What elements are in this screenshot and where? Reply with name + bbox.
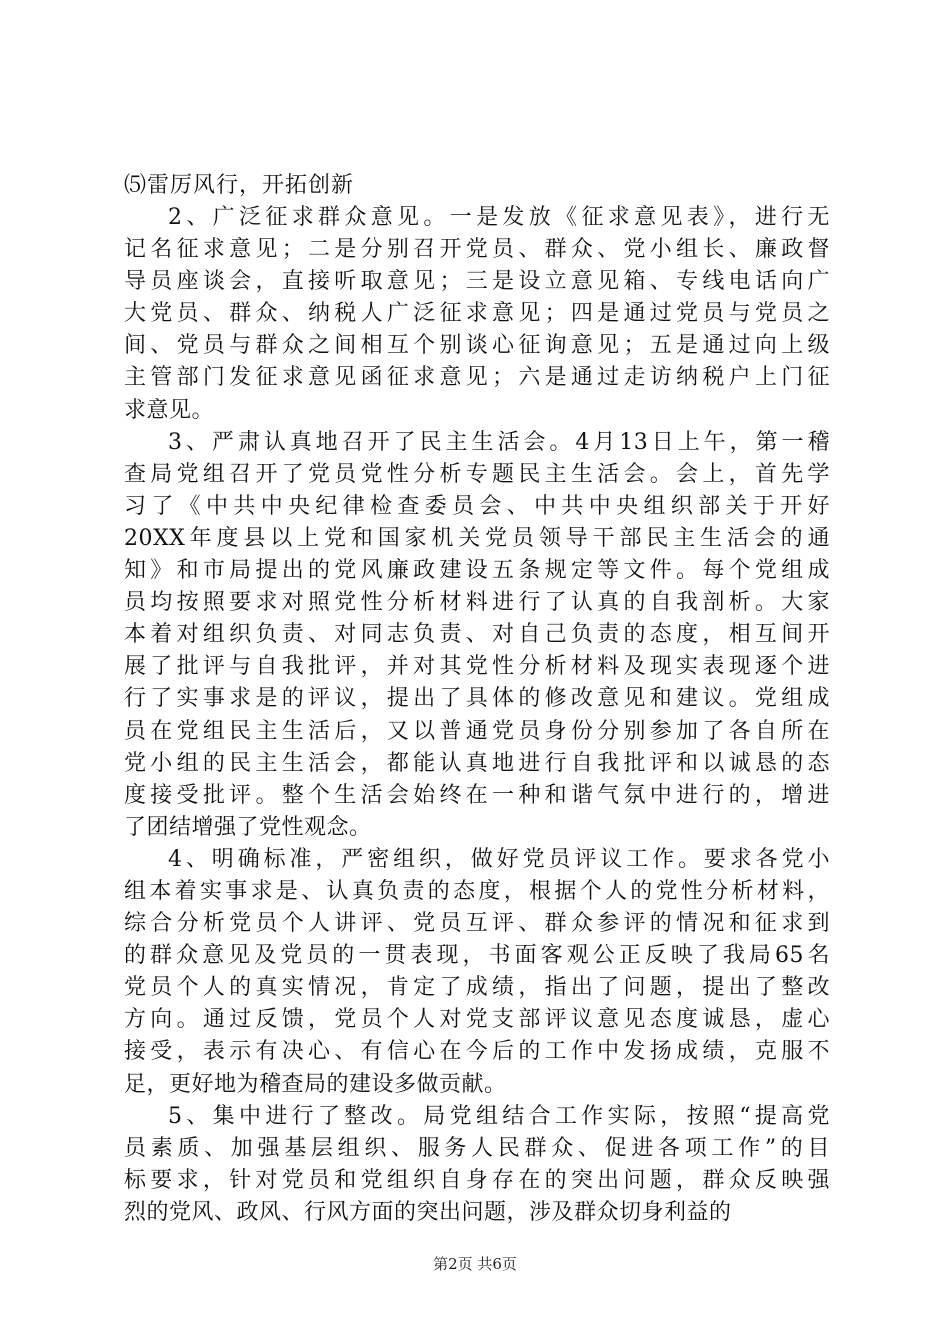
paragraph-line: 了团结增强了党性观念。 xyxy=(124,814,372,840)
paragraph xyxy=(124,844,830,1101)
paragraph-line: 习了《中共中央纪律检查委员会、中共中央组织部关于开好 xyxy=(124,493,830,519)
paragraph-line: 足，更好地为稽查局的建设多做贡献。 xyxy=(124,1071,507,1097)
paragraph-list xyxy=(124,202,830,1229)
paragraph-line: 求意见。 xyxy=(124,397,215,423)
paragraph-line: 4、明确标准，严密组织，做好党员评议工作。要求各党小 xyxy=(168,846,830,872)
paragraph-line: 标要求，针对党员和党组织自身存在的突出问题，群众反映强 xyxy=(124,1167,830,1193)
section-heading: ⑸雷厉风行，开拓创新 xyxy=(124,173,355,198)
paragraph-line: 方向。通过反馈，党员个人对党支部评议意见态度诚恳，虚心 xyxy=(124,1007,830,1033)
paragraph-line: 20XX年度县以上党和国家机关党员领导干部民主生活会的通 xyxy=(124,525,830,551)
paragraph-line: 员在党组民主生活后，又以普通党员身份分别参加了各自所在 xyxy=(124,718,830,744)
paragraph-line: 3、严肃认真地召开了民主生活会。4月13日上午，第一稽 xyxy=(168,429,830,455)
paragraph-line: 度接受批评。整个生活会始终在一种和谐气氛中进行的，增进 xyxy=(124,782,830,808)
paragraph-line: 主管部门发征求意见函征求意见；六是通过走访纳税户上门征 xyxy=(124,365,830,391)
paragraph-line: 展了批评与自我批评，并对其党性分析材料及现实表现逐个进 xyxy=(124,654,830,680)
paragraph-line: 知》和市局提出的党风廉政建设五条规定等文件。每个党组成 xyxy=(124,558,830,584)
paragraph xyxy=(124,427,830,844)
document-body xyxy=(124,170,830,1229)
paragraph-line: 的群众意见及党员的一贯表现，书面客观公正反映了我局65名 xyxy=(124,943,830,969)
paragraph-line: 查局党组召开了党员党性分析专题民主生活会。会上，首先学 xyxy=(124,461,830,487)
paragraph-line: 烈的党风、政风、行风方面的突出问题，涉及群众切身利益的 xyxy=(124,1199,732,1225)
paragraph-line: 5、集中进行了整改。局党组结合工作实际，按照“提高党 xyxy=(168,1103,830,1129)
paragraph xyxy=(124,202,830,427)
paragraph xyxy=(124,1101,830,1229)
paragraph-line: 党员个人的真实情况，肯定了成绩，指出了问题，提出了整改 xyxy=(124,975,830,1001)
paragraph-line: 记名征求意见；二是分别召开党员、群众、党小组长、廉政督 xyxy=(124,237,830,263)
paragraph-line: 员素质、加强基层组织、服务人民群众、促进各项工作”的目 xyxy=(124,1135,830,1161)
paragraph-line: 2、广泛征求群众意见。一是发放《征求意见表》，进行无 xyxy=(168,205,830,230)
paragraph-line: 员均按照要求对照党性分析材料进行了认真的自我剖析。大家 xyxy=(124,590,830,616)
paragraph-line: 本着对组织负责、对同志负责、对自己负责的态度，相互间开 xyxy=(124,622,830,648)
page-footer: 第2页 共6页 xyxy=(433,1255,517,1273)
paragraph-line: 党小组的民主生活会，都能认真地进行自我批评和以诚恳的态 xyxy=(124,750,830,776)
paragraph-line: 组本着实事求是、认真负责的态度，根据个人的党性分析材料， xyxy=(124,878,830,904)
paragraph-line: 间、党员与群众之间相互个别谈心征询意见；五是通过向上级 xyxy=(124,333,830,359)
paragraph-line: 接受，表示有决心、有信心在今后的工作中发扬成绩，克服不 xyxy=(124,1039,830,1065)
paragraph-line: 导员座谈会，直接听取意见；三是设立意见箱、专线电话向广 xyxy=(124,269,830,295)
paragraph-line: 行了实事求是的评议，提出了具体的修改意见和建议。党组成 xyxy=(124,686,830,712)
paragraph-line: 大党员、群众、纳税人广泛征求意见；四是通过党员与党员之 xyxy=(124,301,830,327)
paragraph-line: 综合分析党员个人讲评、党员互评、群众参评的情况和征求到 xyxy=(124,911,830,937)
